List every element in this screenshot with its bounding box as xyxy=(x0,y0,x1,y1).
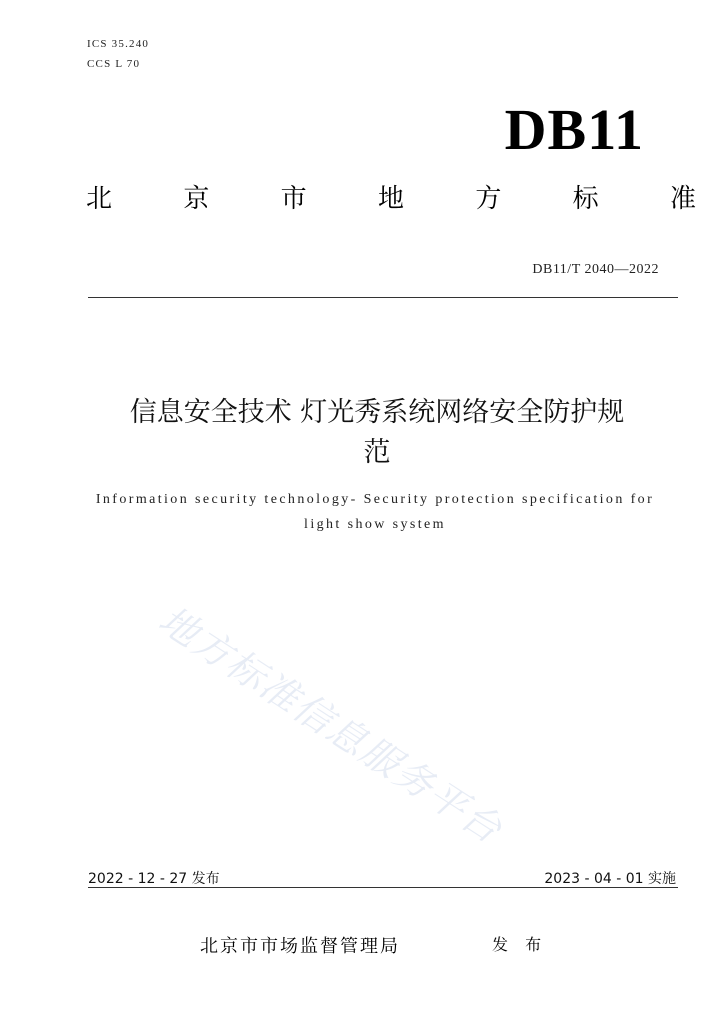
document-title-english xyxy=(60,487,690,537)
ccs-code: CCS L 70 xyxy=(87,58,141,70)
issue-date: 2022 - 12 - 27 发布 xyxy=(88,871,220,887)
title-en-line-1: Information security technology- Security protection specification for xyxy=(95,492,655,507)
document-title-chinese xyxy=(70,393,684,473)
watermark-text: 地方标准信息服务平台 xyxy=(151,597,511,853)
standard-number: DB11/T 2040—2022 xyxy=(532,262,659,277)
implementation-date: 2023 - 04 - 01 实施 xyxy=(544,871,676,887)
standard-type-char: 准 xyxy=(669,184,696,214)
standard-logo: DB11 xyxy=(504,97,644,162)
standard-type-char: 标 xyxy=(572,184,599,214)
top-divider xyxy=(88,297,678,298)
title-zh-line-1: 信息安全技术 灯光秀系统网络安全防护规 xyxy=(129,397,625,428)
bottom-divider xyxy=(88,887,678,888)
standard-type-char: 方 xyxy=(475,184,502,214)
standard-type-heading xyxy=(86,186,696,212)
watermark xyxy=(151,590,640,853)
ics-code: ICS 35.240 xyxy=(87,38,150,50)
standard-type-char: 北 xyxy=(86,184,113,214)
issuing-authority: 北京市市场监督管理局 xyxy=(200,936,400,957)
standard-type-char: 地 xyxy=(377,184,404,214)
title-en-line-2: light show system xyxy=(304,517,446,532)
title-zh-line-2: 范 xyxy=(363,437,391,468)
standard-type-char: 市 xyxy=(280,184,307,214)
standard-type-char: 京 xyxy=(183,184,210,214)
issue-label: 发 布 xyxy=(492,935,548,954)
